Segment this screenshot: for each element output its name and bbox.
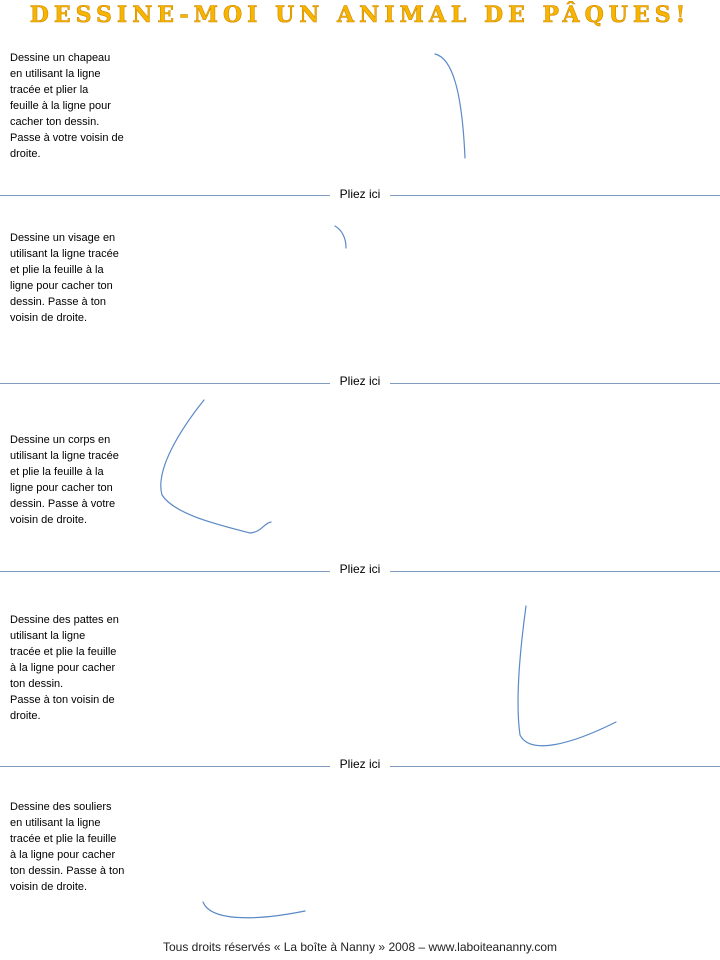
instruction-face: Dessine un visage en utilisant la ligne tracée et plie la feuille à la ligne pour cacher ton dessin. Passe à ton voisin de droite.	[10, 232, 119, 324]
fold-label-4: Pliez ici	[330, 757, 390, 771]
shoes-guide-line	[203, 902, 305, 918]
instruction-body: Dessine un corps en utilisant la ligne tracée et plie la feuille à la ligne pour cacher ton dessin. Passe à votre voisin de droite.	[10, 434, 119, 526]
instruction-hat: Dessine un chapeau en utilisant la ligne tracée et plier la feuille à la ligne pour cacher ton dessin. Passe à votre voisin de droite.	[10, 52, 124, 160]
fold-label-1: Pliez ici	[330, 187, 390, 201]
page-title: DESSINE-MOI UN ANIMAL DE PÂQUES!	[29, 2, 691, 28]
instruction-shoes: Dessine des souliers en utilisant la ligne tracée et plie la feuille à la ligne pour cacher ton dessin. Passe à ton voisin de droite.	[10, 801, 125, 893]
body-guide-line	[161, 400, 271, 533]
legs-guide-line	[518, 606, 616, 746]
hat-guide-line	[435, 54, 465, 158]
face-guide-line	[335, 226, 346, 248]
fold-label-3: Pliez ici	[330, 562, 390, 576]
fold-label-2: Pliez ici	[330, 374, 390, 388]
footer-copyright: Tous droits réservés « La boîte à Nanny » 2008 – www.laboiteananny.com	[162, 940, 557, 954]
instruction-legs: Dessine des pattes en utilisant la ligne tracée et plie la feuille à la ligne pour cacher ton dessin. Passe à ton voisin de droite.	[10, 614, 119, 722]
